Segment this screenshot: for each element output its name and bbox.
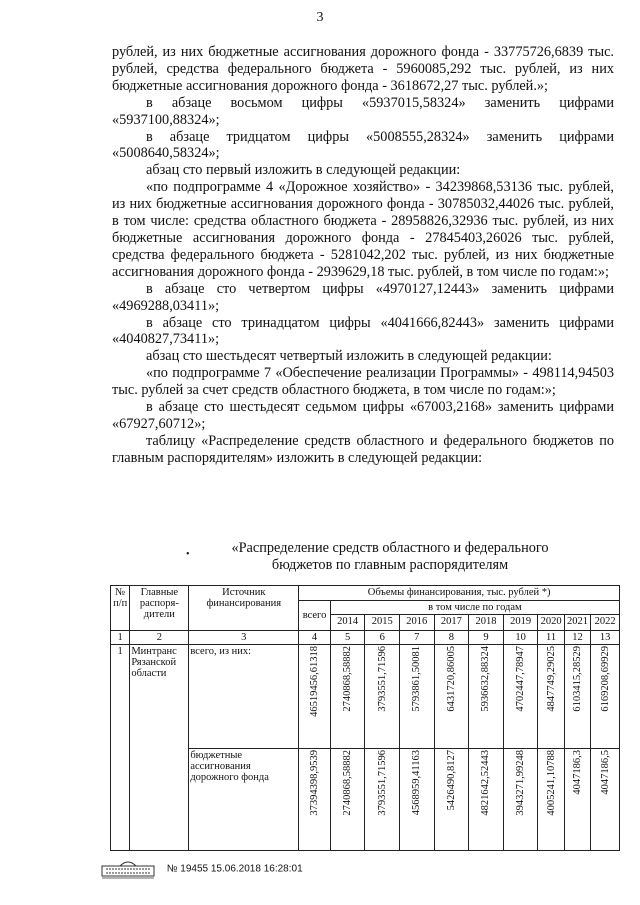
document-registration-code: № 19455 15.06.2018 16:28:01	[166, 863, 303, 875]
manager-name: Минтранс Рязанской области	[130, 645, 189, 851]
year-value-cell-value: 4847749,29025	[545, 646, 557, 712]
table-caption	[186, 540, 590, 574]
paragraph: в абзаце сто четвертом цифры «4970127,12443» заменить цифрами «4969288,03411»;	[112, 280, 614, 314]
total-cell	[299, 749, 331, 851]
paragraph: абзац сто шестьдесят четвертый изложить в следующей редакции:	[146, 348, 552, 365]
column-number: 7	[399, 631, 434, 645]
column-number: 10	[503, 631, 538, 645]
column-number: 4	[299, 631, 331, 645]
year-value-cell	[591, 749, 620, 851]
year-value-cell	[330, 749, 365, 851]
total-cell	[299, 645, 331, 749]
row-number: 1	[111, 645, 130, 851]
financing-table	[110, 585, 620, 851]
year-value-cell-value: 4005241,10788	[545, 750, 557, 816]
year-header: 2019	[503, 615, 538, 631]
paragraph: таблицу «Распределение средств областного и федерального бюджетов по главным распорядителям» изложить в следующей редакции:	[112, 432, 614, 466]
year-value-cell	[564, 749, 590, 851]
year-value-cell	[591, 645, 620, 749]
year-value-cell	[538, 645, 564, 749]
header-source: Источник финансирования	[189, 586, 299, 631]
year-value-cell	[503, 749, 538, 851]
year-header: 2014	[330, 615, 365, 631]
paragraph: в абзаце тридцатом цифры «5008555,28324» заменить цифрами «5008640,58324»;	[112, 128, 614, 162]
year-header: 2015	[365, 615, 400, 631]
column-number: 1	[111, 631, 130, 645]
registry-stamp-icon	[100, 858, 156, 880]
year-value-cell	[564, 645, 590, 749]
year-value-cell	[365, 749, 400, 851]
column-number: 13	[591, 631, 620, 645]
header-managers: Главные распоря-дители	[130, 586, 189, 631]
year-header: 2018	[469, 615, 504, 631]
year-value-cell	[469, 645, 504, 749]
year-value-cell-value: 4568959,41163	[411, 750, 423, 816]
total-cell-value: 37394398,9539	[309, 750, 321, 816]
page-number: 3	[316, 10, 324, 25]
year-header: 2020	[538, 615, 564, 631]
year-value-cell	[503, 645, 538, 749]
table-caption-line1: «Распределение средств областного и федерального	[231, 540, 549, 556]
year-value-cell-value: 3793551,71596	[376, 646, 388, 712]
year-value-cell-value: 5936632,88324	[480, 646, 492, 712]
year-value-cell-value: 4047186,5	[599, 750, 611, 795]
header-volumes: Объемы финансирования, тыс. рублей *)	[299, 586, 620, 601]
year-value-cell-value: 4047186,3	[572, 750, 584, 795]
year-value-cell-value: 5793861,50081	[411, 646, 423, 712]
year-header: 2016	[399, 615, 434, 631]
document-body	[112, 44, 614, 467]
paragraph: «по подпрограмме 4 «Дорожное хозяйство» - 34239868,53136 тыс. рублей, из них бюджетные ассигнования дорожного фонда - 30785032,44026 тыс. рублей, в том числе: средства областного бюджета - 28958826,32936 тыс. рублей, из них бюджетные ассигнования дорожного фонда - 27845403,26026 тыс. рублей, средства федерального бюджета - 5281042,202 тыс. рублей, из них бюджетные ассигнования дорожного фонда - 2939629,18 тыс. рублей, в том числе по годам:»;	[112, 179, 614, 280]
year-value-cell-value: 4702447,78947	[515, 646, 527, 712]
year-value-cell-value: 2740868,58882	[342, 750, 354, 816]
column-number: 9	[469, 631, 504, 645]
year-value-cell-value: 3943271,99248	[515, 750, 527, 816]
year-header: 2022	[591, 615, 620, 631]
bullet-mark: •	[186, 549, 190, 560]
source-cell: всего, из них:	[189, 645, 299, 749]
column-number: 2	[130, 631, 189, 645]
column-number: 6	[365, 631, 400, 645]
year-value-cell	[434, 749, 469, 851]
header-total: всего	[299, 601, 331, 631]
column-number: 3	[189, 631, 299, 645]
year-value-cell-value: 6431720,86005	[445, 646, 457, 712]
year-value-cell	[538, 749, 564, 851]
header-num: № п/п	[111, 586, 130, 631]
column-number: 11	[538, 631, 564, 645]
year-header: 2017	[434, 615, 469, 631]
year-value-cell-value: 2740868,58882	[342, 646, 354, 712]
year-value-cell	[399, 749, 434, 851]
year-value-cell-value: 4821642,52443	[480, 750, 492, 816]
year-value-cell	[399, 645, 434, 749]
column-number: 8	[434, 631, 469, 645]
year-value-cell-value: 6103415,28529	[572, 646, 584, 712]
year-value-cell	[469, 749, 504, 851]
paragraph: в абзаце сто тринадцатом цифры «4041666,82443» заменить цифрами «4040827,73411»;	[112, 314, 614, 348]
paragraph: абзац сто первый изложить в следующей редакции:	[146, 162, 461, 179]
footer	[100, 858, 303, 880]
year-value-cell-value: 6169208,69929	[599, 646, 611, 712]
paragraph: в абзаце восьмом цифры «5937015,58324» заменить цифрами «5937100,88324»;	[112, 94, 614, 128]
paragraph: в абзаце сто шестьдесят седьмом цифры «67003,2168» заменить цифрами «67927,60712»;	[112, 399, 614, 432]
column-number: 5	[330, 631, 365, 645]
column-number: 12	[564, 631, 590, 645]
year-header: 2021	[564, 615, 590, 631]
year-value-cell	[330, 645, 365, 749]
year-value-cell-value: 5426490,8127	[445, 750, 457, 811]
total-cell-value: 46519456,61318	[309, 646, 321, 717]
year-value-cell-value: 3793551,71596	[376, 750, 388, 816]
year-value-cell	[434, 645, 469, 749]
year-value-cell	[365, 645, 400, 749]
header-by-years: в том числе по годам	[330, 601, 619, 615]
table-caption-line2: бюджетов по главным распорядителям	[271, 557, 509, 573]
paragraph: рублей, из них бюджетные ассигнования дорожного фонда - 33775726,6839 тыс. рублей, средства федерального бюджета - 5960085,292 тыс. рублей, из них бюджетные ассигнования дорожного фонда - 3618672,27 тыс. рублей.»;	[112, 44, 614, 94]
paragraph: «по подпрограмме 7 «Обеспечение реализации Программы» - 498114,94503 тыс. рублей за счет средств областного бюджета, в том числе по годам:»;	[112, 365, 614, 399]
source-cell: бюджетные ассигнования дорожного фонда	[189, 749, 299, 851]
